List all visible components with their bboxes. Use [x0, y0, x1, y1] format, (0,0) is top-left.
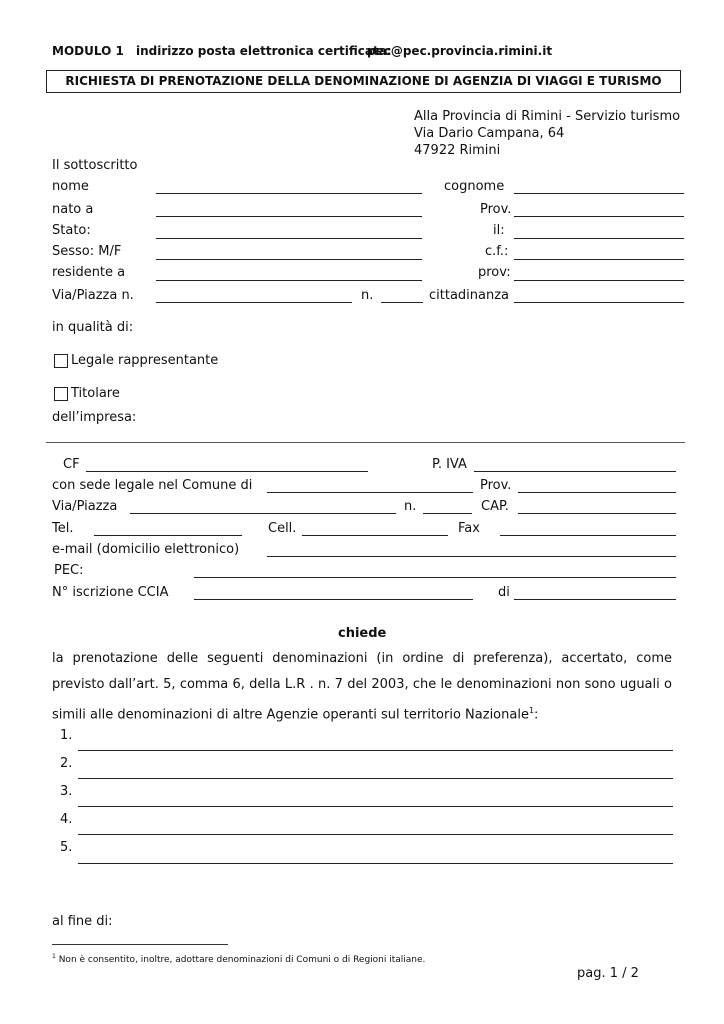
nato-a-label: nato a: [52, 202, 94, 217]
cell-field[interactable]: [302, 535, 448, 536]
denominazione-number-3: 3.: [60, 784, 73, 799]
residente-label: residente a: [52, 265, 126, 280]
title-box: [46, 70, 681, 93]
footnote-number: 1: [52, 953, 56, 960]
chiede-text-line2: previsto dall’art. 5, comma 6, della L.R . n. 7 del 2003, che le denominazioni non sono uguali o: [52, 677, 672, 692]
cittadinanza-label: cittadinanza: [429, 288, 510, 303]
tel-label: Tel.: [52, 521, 74, 536]
titolare-checkbox[interactable]: [54, 387, 68, 401]
via-field[interactable]: [156, 302, 352, 303]
fax-label: Fax: [458, 521, 480, 536]
piva-field[interactable]: [474, 471, 676, 472]
nome-field[interactable]: [156, 193, 422, 194]
sesso-field[interactable]: [156, 259, 422, 260]
chiede-text-line3: [52, 703, 538, 723]
ccia-label: N° iscrizione CCIA: [52, 585, 169, 600]
cognome-field[interactable]: [514, 193, 684, 194]
via-label: Via/Piazza n.: [52, 288, 134, 303]
company-prov-field[interactable]: [518, 492, 676, 493]
cell-label: Cell.: [268, 521, 297, 536]
prov-label: Prov.: [480, 202, 512, 217]
sede-label: con sede legale nel Comune di: [52, 478, 253, 493]
company-pec-label: PEC:: [54, 563, 84, 578]
numero-label: n.: [361, 288, 374, 303]
il-label: il:: [493, 223, 505, 238]
modulo-label: MODULO 1: [52, 44, 124, 58]
al-fine-label: al fine di:: [52, 914, 113, 929]
impresa-label: dell’impresa:: [52, 410, 137, 425]
cap-field[interactable]: [518, 513, 676, 514]
sede-field[interactable]: [267, 492, 473, 493]
chiede-line3-end: :: [534, 707, 539, 723]
cf-field[interactable]: [514, 259, 684, 260]
pec-address: pec@pec.provincia.rimini.it: [367, 44, 553, 58]
pec-label: indirizzo posta elettronica certificata:: [136, 44, 392, 58]
company-numero-field[interactable]: [423, 513, 472, 514]
denominazione-field-3[interactable]: [78, 806, 673, 807]
company-via-field[interactable]: [130, 513, 396, 514]
footnote-separator: [52, 944, 228, 945]
tel-field[interactable]: [94, 535, 242, 536]
company-numero-label: n.: [404, 499, 417, 514]
nato-a-field[interactable]: [156, 216, 422, 217]
denominazione-number-4: 4.: [60, 812, 73, 827]
prov2-label: prov:: [478, 265, 511, 280]
chiede-line3-text: simili alle denominazioni di altre Agenzie operanti sul territorio Nazionale: [52, 707, 529, 723]
recipient-line1: Alla Provincia di Rimini - Servizio turismo: [414, 109, 681, 124]
sottoscritto-label: Il sottoscritto: [52, 158, 138, 173]
cf-label: c.f.:: [485, 244, 509, 259]
cittadinanza-field[interactable]: [514, 302, 684, 303]
chiede-text-line1: la prenotazione delle seguenti denominazioni (in ordine di preferenza), accertato, come: [52, 651, 672, 666]
denominazione-number-1: 1.: [60, 728, 73, 743]
nome-label: nome: [52, 179, 89, 194]
company-pec-field[interactable]: [194, 577, 676, 578]
page-number: pag. 1 / 2: [577, 966, 639, 981]
denominazione-field-2[interactable]: [78, 778, 673, 779]
company-prov-label: Prov.: [480, 478, 512, 493]
prov-field[interactable]: [514, 216, 684, 217]
sesso-label: Sesso: M/F: [52, 244, 122, 259]
il-field[interactable]: [514, 238, 684, 239]
email-field[interactable]: [267, 556, 676, 557]
footnote-text: Non è consentito, inoltre, adottare denominazioni di Comuni o di Regioni italiane.: [58, 955, 426, 965]
footnote: [52, 951, 425, 966]
di-label: di: [498, 585, 510, 600]
fax-field[interactable]: [500, 535, 676, 536]
recipient-line2: Via Dario Campana, 64: [414, 126, 565, 141]
cognome-label: cognome: [444, 179, 505, 194]
chiede-heading: chiede: [338, 626, 387, 641]
recipient-line3: 47922 Rimini: [414, 143, 501, 158]
document-title: RICHIESTA DI PRENOTAZIONE DELLA DENOMINAZIONE DI AGENZIA DI VIAGGI E TURISMO: [65, 74, 662, 88]
piva-label: P. IVA: [432, 457, 467, 472]
numero-field[interactable]: [381, 302, 423, 303]
stato-field[interactable]: [156, 238, 422, 239]
di-field[interactable]: [514, 599, 676, 600]
prov2-field[interactable]: [514, 280, 684, 281]
titolare-label: Titolare: [71, 386, 120, 401]
ccia-field[interactable]: [194, 599, 473, 600]
company-via-label: Via/Piazza: [52, 499, 118, 514]
cap-label: CAP.: [481, 499, 509, 514]
denominazione-field-1[interactable]: [78, 750, 673, 751]
qualita-label: in qualità di:: [52, 320, 134, 335]
company-cf-label: CF: [63, 457, 80, 472]
denominazione-number-5: 5.: [60, 840, 73, 855]
denominazione-number-2: 2.: [60, 756, 73, 771]
denominazione-field-4[interactable]: [78, 834, 673, 835]
denominazione-field-5[interactable]: [78, 863, 673, 864]
legale-rappresentante-checkbox[interactable]: [54, 354, 68, 368]
legale-rappresentante-label: Legale rappresentante: [71, 353, 219, 368]
stato-label: Stato:: [52, 223, 91, 238]
company-cf-field[interactable]: [86, 471, 368, 472]
residente-field[interactable]: [156, 280, 422, 281]
email-label: e-mail (domicilio elettronico): [52, 542, 240, 557]
section-divider: [46, 442, 685, 443]
footnote-ref: 1: [528, 706, 535, 715]
